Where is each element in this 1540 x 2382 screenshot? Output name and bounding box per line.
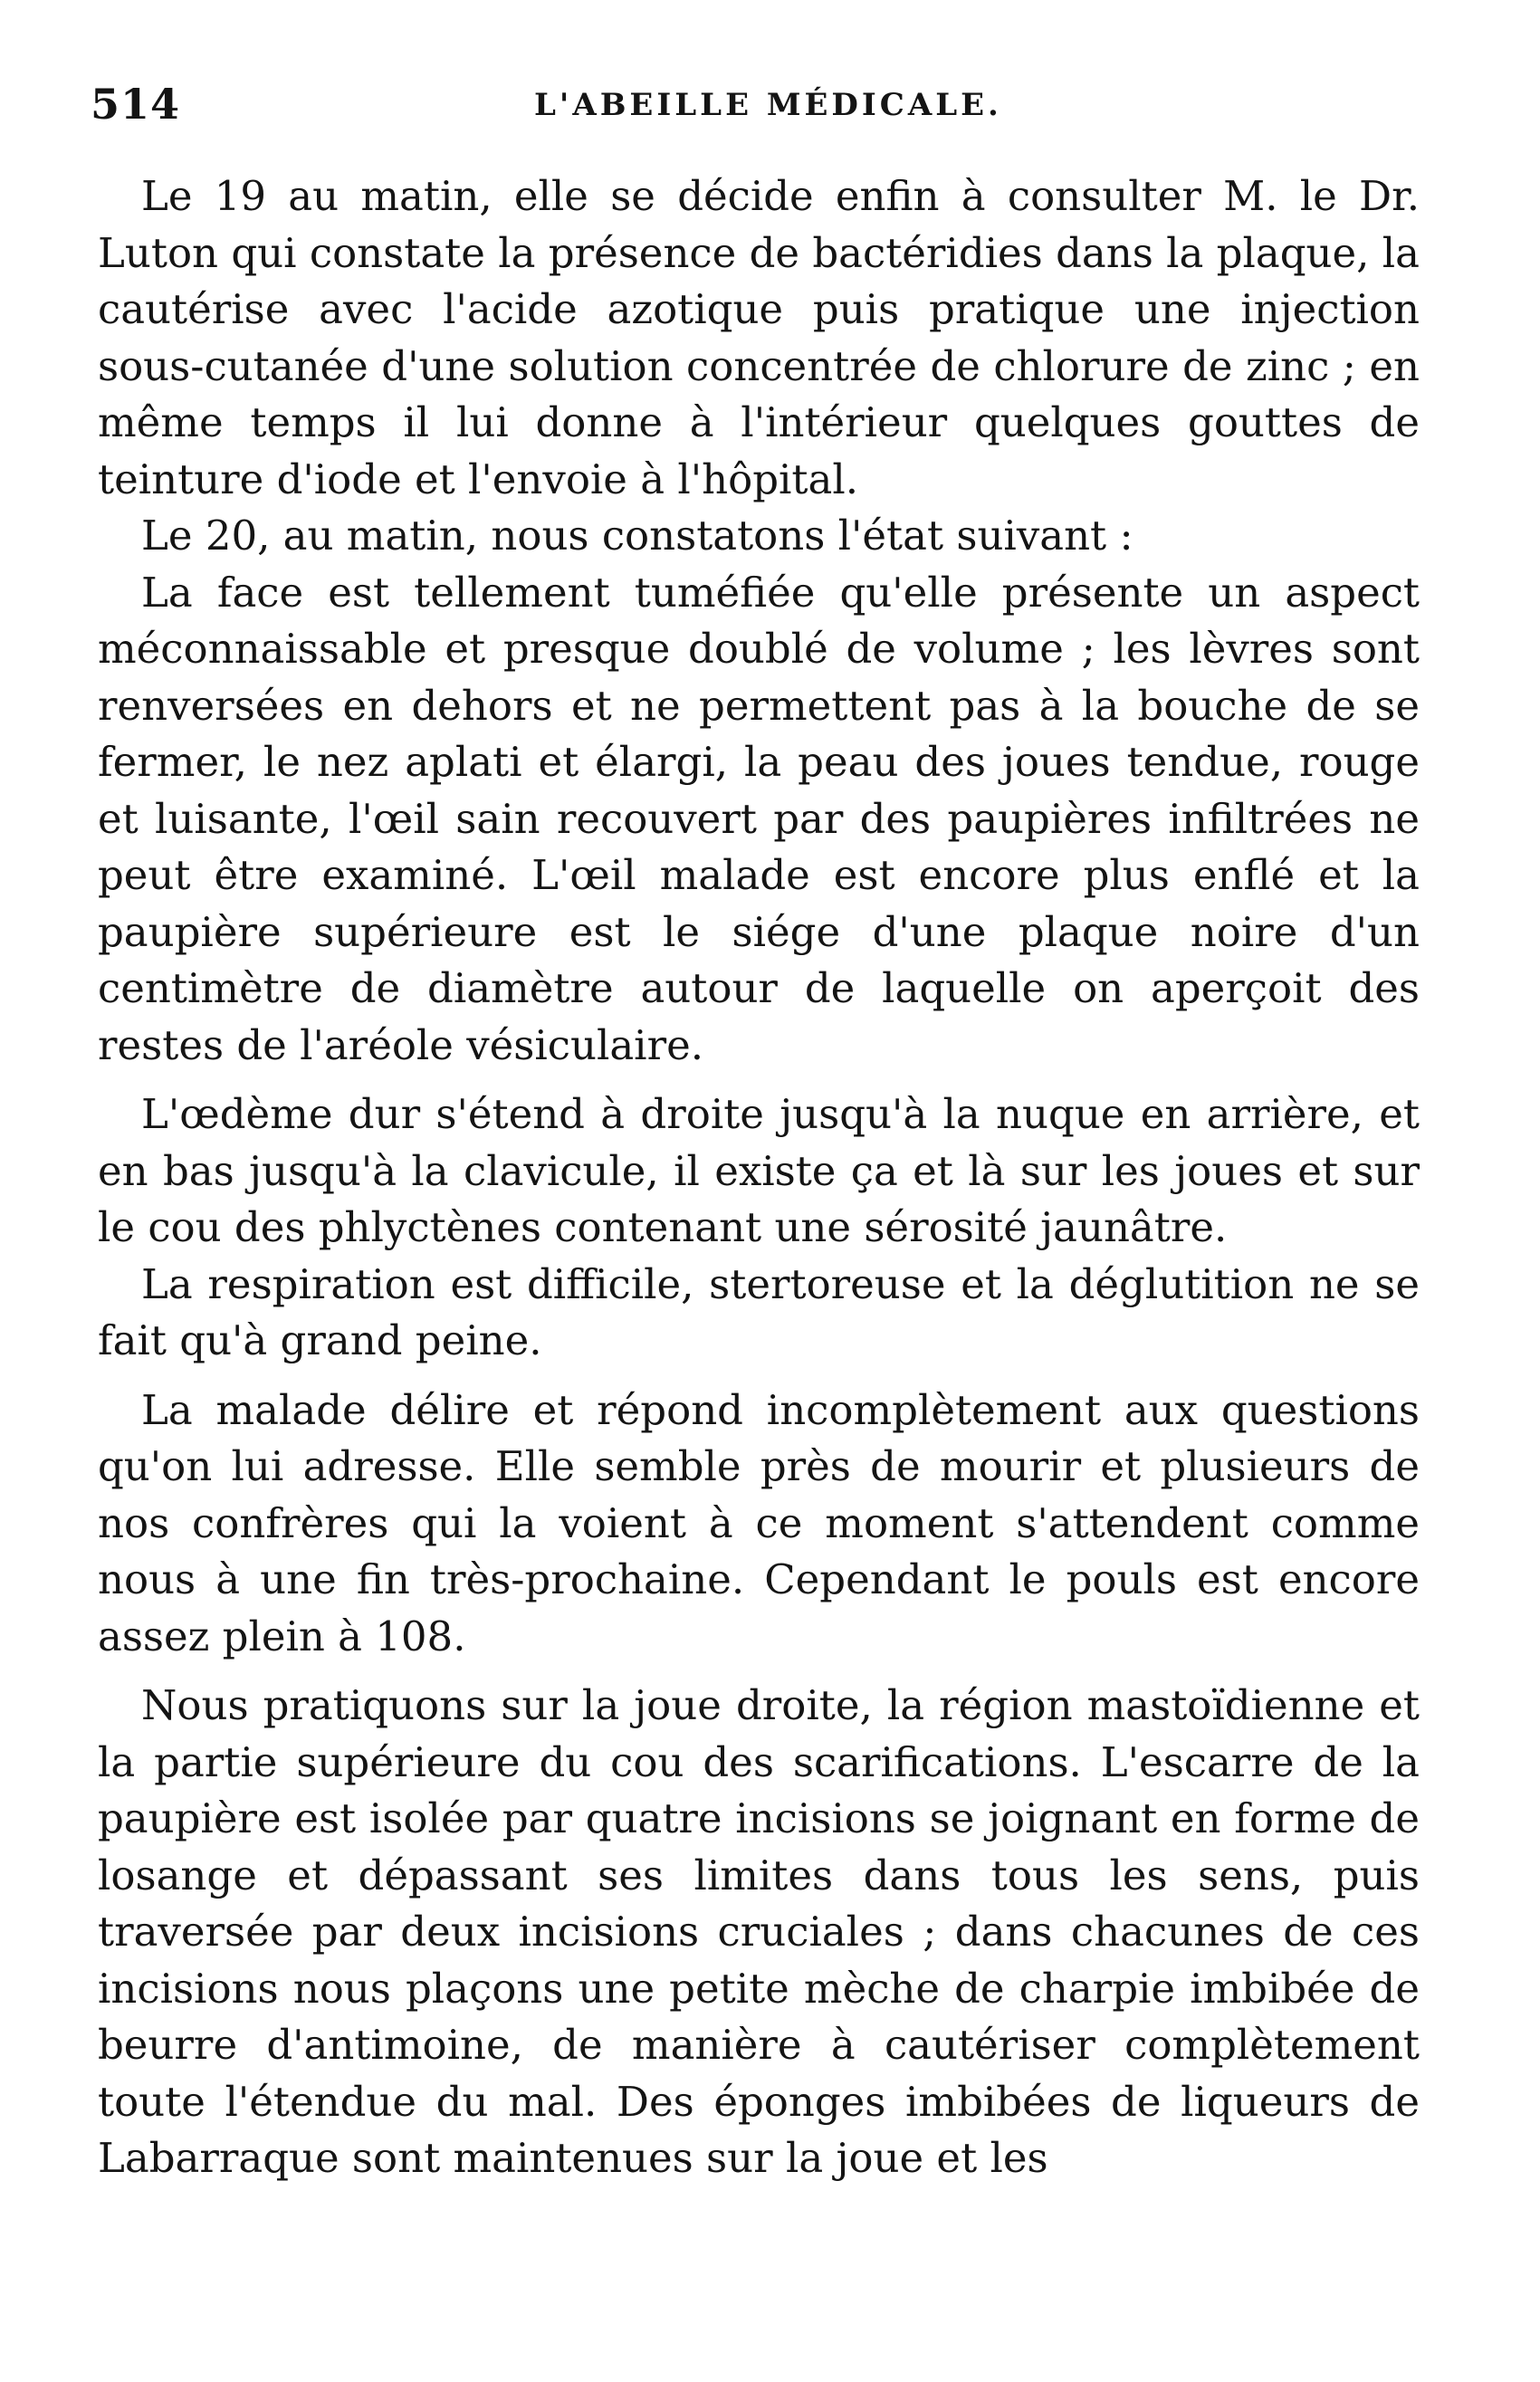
paragraph-respiration: La respiration est difficile, stertoreuse et la déglutition ne se fait qu'à grand peine. bbox=[98, 1259, 1420, 1364]
page-header bbox=[91, 80, 1467, 134]
paragraph-delirium: La malade délire et répond incomplètement aux questions qu'on lui adresse. Elle semble près de mourir et plusieurs de nos confrères qui la voient à ce moment s'attendent comme nous à une fin très-prochaine. Cependant le pouls est encore assez plein à 108. bbox=[98, 1385, 1420, 1660]
body-text bbox=[98, 168, 1420, 2187]
running-title: L'ABEILLE MÉDICALE. bbox=[534, 87, 1002, 123]
paragraph-oedema: L'œdème dur s'étend à droite jusqu'à la nuque en arrière, et en bas jusqu'à la clavicule, il existe ça et là sur les joues et sur le cou des phlyctènes contenant une sérosité jaunâtre. bbox=[98, 1090, 1420, 1251]
paragraph-face-description: La face est tellement tuméfiée qu'elle présente un aspect méconnaissable et presque doublé de volume ; les lèvres sont renversées en dehors et ne permettent pas à la bouche de se fermer, le nez aplati et élargi, la peau des joues tendue, rouge et luisante, l'œil sain recouvert par des paupières infiltrées ne peut être examiné. L'œil malade est encore plus enflé et la paupière supérieure est le siége d'une plaque noire d'un centimètre de diamètre autour de laquelle on aperçoit des restes de l'aréole vésiculaire. bbox=[98, 568, 1420, 1069]
page-number: 514 bbox=[91, 80, 181, 129]
paragraph-consultation: Le 19 au matin, elle se décide enfin à consulter M. le Dr. Luton qui constate la présence de bactéridies dans la plaque, la cautérise avec l'acide azotique puis pratique une injection sous-cutanée d'une solution concentrée de chlorure de zinc ; en même temps il lui donne à l'intérieur quelques gouttes de teinture d'iode et l'envoie à l'hôpital. bbox=[98, 172, 1420, 503]
paragraph-state-intro: Le 20, au matin, nous constatons l'état suivant : bbox=[141, 512, 1133, 560]
paragraph-treatment: Nous pratiquons sur la joue droite, la région mastoïdienne et la partie supérieure du cou des scarifications. L'escarre de la paupière est isolée par quatre incisions se joignant en forme de losange et dépassant ses limites dans tous les sens, puis traversée par deux incisions cruciales ; dans chacunes de ces incisions nous plaçons une petite mèche de charpie imbibée de beurre d'antimoine, de manière à cautériser complètement toute l'étendue du mal. Des éponges imbibées de liqueurs de Labarraque sont maintenues sur la joue et les bbox=[98, 1681, 1420, 2182]
